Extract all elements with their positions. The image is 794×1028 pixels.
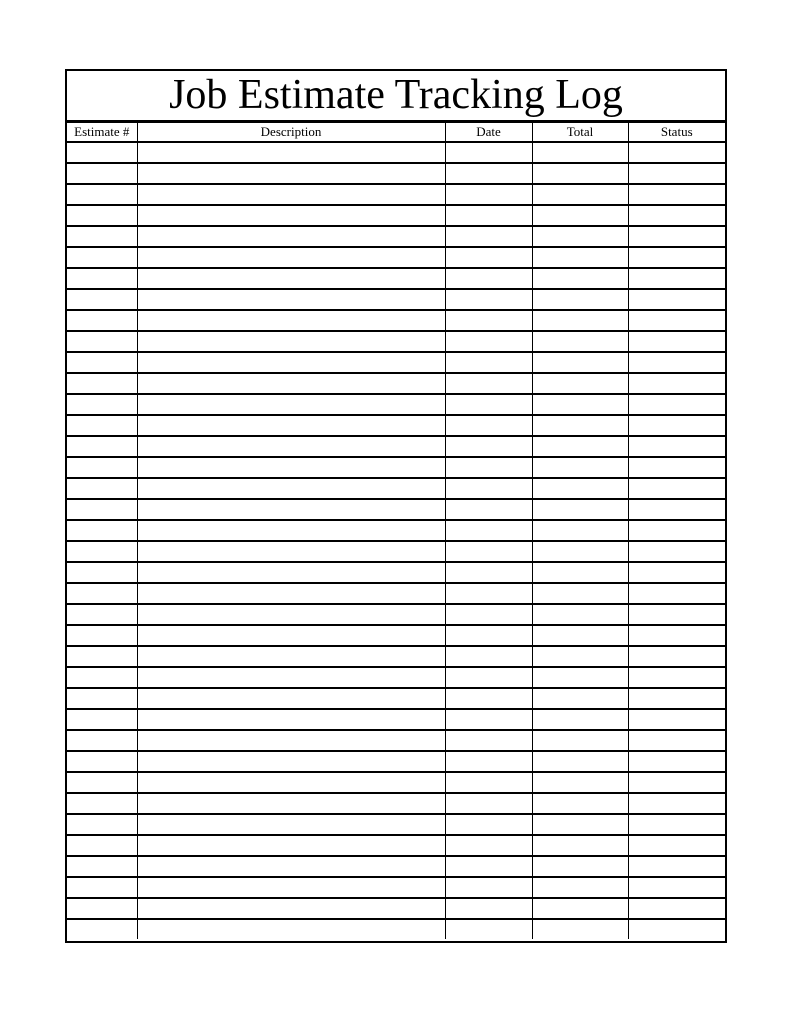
cell-description[interactable] bbox=[137, 856, 445, 877]
cell-description[interactable] bbox=[137, 562, 445, 583]
cell-description[interactable] bbox=[137, 835, 445, 856]
cell-description[interactable] bbox=[137, 898, 445, 919]
cell-estimate[interactable] bbox=[67, 688, 137, 709]
table-row bbox=[67, 625, 725, 646]
cell-estimate[interactable] bbox=[67, 373, 137, 394]
cell-estimate[interactable] bbox=[67, 919, 137, 939]
cell-estimate[interactable] bbox=[67, 730, 137, 751]
cell-description[interactable] bbox=[137, 310, 445, 331]
cell-status[interactable] bbox=[628, 226, 725, 247]
table-row bbox=[67, 226, 725, 247]
cell-total[interactable] bbox=[532, 772, 628, 793]
cell-date[interactable] bbox=[445, 793, 532, 814]
cell-date[interactable] bbox=[445, 814, 532, 835]
table-row bbox=[67, 772, 725, 793]
cell-status[interactable] bbox=[628, 352, 725, 373]
cell-estimate[interactable] bbox=[67, 163, 137, 184]
cell-description[interactable] bbox=[137, 226, 445, 247]
cell-date[interactable] bbox=[445, 226, 532, 247]
cell-total[interactable] bbox=[532, 919, 628, 939]
cell-estimate[interactable] bbox=[67, 205, 137, 226]
cell-total[interactable] bbox=[532, 541, 628, 562]
cell-description[interactable] bbox=[137, 520, 445, 541]
cell-description[interactable] bbox=[137, 247, 445, 268]
cell-estimate[interactable] bbox=[67, 499, 137, 520]
cell-status[interactable] bbox=[628, 373, 725, 394]
cell-total[interactable] bbox=[532, 310, 628, 331]
table-row bbox=[67, 793, 725, 814]
cell-estimate[interactable] bbox=[67, 625, 137, 646]
cell-status[interactable] bbox=[628, 184, 725, 205]
cell-date[interactable] bbox=[445, 730, 532, 751]
cell-estimate[interactable] bbox=[67, 583, 137, 604]
cell-estimate[interactable] bbox=[67, 835, 137, 856]
cell-date[interactable] bbox=[445, 772, 532, 793]
table-row bbox=[67, 541, 725, 562]
cell-status[interactable] bbox=[628, 646, 725, 667]
estimate-log-table bbox=[67, 123, 725, 939]
column-header-status: Status bbox=[628, 123, 725, 142]
cell-date[interactable] bbox=[445, 184, 532, 205]
cell-total[interactable] bbox=[532, 478, 628, 499]
title-band bbox=[67, 71, 725, 123]
cell-estimate[interactable] bbox=[67, 898, 137, 919]
cell-total[interactable] bbox=[532, 583, 628, 604]
cell-date[interactable] bbox=[445, 499, 532, 520]
cell-total[interactable] bbox=[532, 394, 628, 415]
cell-total[interactable] bbox=[532, 688, 628, 709]
cell-total[interactable] bbox=[532, 247, 628, 268]
cell-estimate[interactable] bbox=[67, 751, 137, 772]
cell-status[interactable] bbox=[628, 814, 725, 835]
table-row bbox=[67, 352, 725, 373]
cell-description[interactable] bbox=[137, 709, 445, 730]
cell-date[interactable] bbox=[445, 520, 532, 541]
cell-status[interactable] bbox=[628, 268, 725, 289]
table-row bbox=[67, 163, 725, 184]
cell-description[interactable] bbox=[137, 163, 445, 184]
cell-status[interactable] bbox=[628, 520, 725, 541]
cell-date[interactable] bbox=[445, 373, 532, 394]
cell-total[interactable] bbox=[532, 520, 628, 541]
cell-status[interactable] bbox=[628, 247, 725, 268]
table-row bbox=[67, 142, 725, 163]
table-row bbox=[67, 898, 725, 919]
cell-status[interactable] bbox=[628, 394, 725, 415]
cell-estimate[interactable] bbox=[67, 877, 137, 898]
cell-description[interactable] bbox=[137, 793, 445, 814]
column-header-date: Date bbox=[445, 123, 532, 142]
cell-date[interactable] bbox=[445, 562, 532, 583]
cell-date[interactable] bbox=[445, 289, 532, 310]
estimate-log-sheet bbox=[65, 69, 727, 943]
cell-total[interactable] bbox=[532, 751, 628, 772]
cell-date[interactable] bbox=[445, 436, 532, 457]
table-row bbox=[67, 709, 725, 730]
cell-description[interactable] bbox=[137, 331, 445, 352]
table-row bbox=[67, 247, 725, 268]
cell-total[interactable] bbox=[532, 268, 628, 289]
cell-total[interactable] bbox=[532, 226, 628, 247]
cell-status[interactable] bbox=[628, 310, 725, 331]
cell-estimate[interactable] bbox=[67, 247, 137, 268]
cell-status[interactable] bbox=[628, 163, 725, 184]
cell-date[interactable] bbox=[445, 457, 532, 478]
cell-date[interactable] bbox=[445, 415, 532, 436]
table-row bbox=[67, 835, 725, 856]
table-row bbox=[67, 331, 725, 352]
cell-description[interactable] bbox=[137, 457, 445, 478]
cell-total[interactable] bbox=[532, 499, 628, 520]
cell-estimate[interactable] bbox=[67, 415, 137, 436]
cell-estimate[interactable] bbox=[67, 709, 137, 730]
table-row bbox=[67, 814, 725, 835]
column-header-estimate: Estimate # bbox=[67, 123, 137, 142]
cell-description[interactable] bbox=[137, 205, 445, 226]
cell-description[interactable] bbox=[137, 352, 445, 373]
cell-total[interactable] bbox=[532, 646, 628, 667]
table-row bbox=[67, 877, 725, 898]
cell-total[interactable] bbox=[532, 709, 628, 730]
cell-description[interactable] bbox=[137, 184, 445, 205]
table-row bbox=[67, 583, 725, 604]
cell-status[interactable] bbox=[628, 541, 725, 562]
table-header-row bbox=[67, 123, 725, 142]
table-row bbox=[67, 667, 725, 688]
cell-description[interactable] bbox=[137, 688, 445, 709]
cell-total[interactable] bbox=[532, 856, 628, 877]
cell-estimate[interactable] bbox=[67, 814, 137, 835]
table-row bbox=[67, 751, 725, 772]
cell-description[interactable] bbox=[137, 436, 445, 457]
table-row bbox=[67, 268, 725, 289]
table-row bbox=[67, 646, 725, 667]
cell-total[interactable] bbox=[532, 877, 628, 898]
cell-description[interactable] bbox=[137, 604, 445, 625]
table-row bbox=[67, 499, 725, 520]
cell-estimate[interactable] bbox=[67, 310, 137, 331]
cell-status[interactable] bbox=[628, 604, 725, 625]
cell-estimate[interactable] bbox=[67, 562, 137, 583]
cell-estimate[interactable] bbox=[67, 436, 137, 457]
cell-description[interactable] bbox=[137, 373, 445, 394]
cell-estimate[interactable] bbox=[67, 604, 137, 625]
table-row bbox=[67, 688, 725, 709]
cell-total[interactable] bbox=[532, 457, 628, 478]
table-row bbox=[67, 856, 725, 877]
cell-estimate[interactable] bbox=[67, 772, 137, 793]
cell-status[interactable] bbox=[628, 688, 725, 709]
cell-estimate[interactable] bbox=[67, 331, 137, 352]
cell-status[interactable] bbox=[628, 289, 725, 310]
cell-status[interactable] bbox=[628, 730, 725, 751]
cell-description[interactable] bbox=[137, 499, 445, 520]
cell-description[interactable] bbox=[137, 268, 445, 289]
cell-estimate[interactable] bbox=[67, 184, 137, 205]
cell-date[interactable] bbox=[445, 919, 532, 939]
cell-date[interactable] bbox=[445, 583, 532, 604]
cell-total[interactable] bbox=[532, 331, 628, 352]
table-row bbox=[67, 289, 725, 310]
table-row bbox=[67, 562, 725, 583]
cell-status[interactable] bbox=[628, 709, 725, 730]
cell-estimate[interactable] bbox=[67, 352, 137, 373]
cell-estimate[interactable] bbox=[67, 394, 137, 415]
cell-status[interactable] bbox=[628, 772, 725, 793]
cell-total[interactable] bbox=[532, 289, 628, 310]
cell-date[interactable] bbox=[445, 856, 532, 877]
cell-estimate[interactable] bbox=[67, 478, 137, 499]
column-header-total: Total bbox=[532, 123, 628, 142]
cell-description[interactable] bbox=[137, 289, 445, 310]
cell-description[interactable] bbox=[137, 142, 445, 163]
table-row bbox=[67, 373, 725, 394]
cell-total[interactable] bbox=[532, 142, 628, 163]
cell-total[interactable] bbox=[532, 835, 628, 856]
cell-estimate[interactable] bbox=[67, 667, 137, 688]
cell-status[interactable] bbox=[628, 625, 725, 646]
cell-description[interactable] bbox=[137, 667, 445, 688]
cell-date[interactable] bbox=[445, 205, 532, 226]
cell-total[interactable] bbox=[532, 415, 628, 436]
cell-total[interactable] bbox=[532, 625, 628, 646]
cell-description[interactable] bbox=[137, 415, 445, 436]
cell-description[interactable] bbox=[137, 919, 445, 939]
cell-description[interactable] bbox=[137, 625, 445, 646]
cell-status[interactable] bbox=[628, 499, 725, 520]
cell-date[interactable] bbox=[445, 646, 532, 667]
cell-estimate[interactable] bbox=[67, 520, 137, 541]
cell-date[interactable] bbox=[445, 877, 532, 898]
cell-date[interactable] bbox=[445, 394, 532, 415]
cell-description[interactable] bbox=[137, 583, 445, 604]
cell-total[interactable] bbox=[532, 793, 628, 814]
cell-total[interactable] bbox=[532, 352, 628, 373]
table-row bbox=[67, 436, 725, 457]
cell-date[interactable] bbox=[445, 835, 532, 856]
cell-status[interactable] bbox=[628, 898, 725, 919]
table-row bbox=[67, 478, 725, 499]
cell-date[interactable] bbox=[445, 331, 532, 352]
cell-estimate[interactable] bbox=[67, 646, 137, 667]
table-row bbox=[67, 457, 725, 478]
cell-date[interactable] bbox=[445, 142, 532, 163]
cell-total[interactable] bbox=[532, 814, 628, 835]
cell-description[interactable] bbox=[137, 730, 445, 751]
table-row bbox=[67, 415, 725, 436]
cell-total[interactable] bbox=[532, 205, 628, 226]
cell-description[interactable] bbox=[137, 814, 445, 835]
table-body bbox=[67, 142, 725, 939]
column-header-description: Description bbox=[137, 123, 445, 142]
cell-description[interactable] bbox=[137, 394, 445, 415]
cell-date[interactable] bbox=[445, 478, 532, 499]
cell-status[interactable] bbox=[628, 205, 725, 226]
cell-date[interactable] bbox=[445, 247, 532, 268]
table-row bbox=[67, 520, 725, 541]
cell-status[interactable] bbox=[628, 415, 725, 436]
cell-total[interactable] bbox=[532, 604, 628, 625]
cell-estimate[interactable] bbox=[67, 142, 137, 163]
cell-status[interactable] bbox=[628, 877, 725, 898]
cell-total[interactable] bbox=[532, 436, 628, 457]
table-row bbox=[67, 604, 725, 625]
cell-date[interactable] bbox=[445, 625, 532, 646]
table-row bbox=[67, 205, 725, 226]
cell-description[interactable] bbox=[137, 646, 445, 667]
cell-estimate[interactable] bbox=[67, 793, 137, 814]
cell-date[interactable] bbox=[445, 667, 532, 688]
cell-total[interactable] bbox=[532, 562, 628, 583]
table-row bbox=[67, 184, 725, 205]
cell-description[interactable] bbox=[137, 772, 445, 793]
cell-total[interactable] bbox=[532, 730, 628, 751]
cell-status[interactable] bbox=[628, 457, 725, 478]
cell-total[interactable] bbox=[532, 667, 628, 688]
cell-date[interactable] bbox=[445, 541, 532, 562]
table-row bbox=[67, 730, 725, 751]
cell-status[interactable] bbox=[628, 583, 725, 604]
cell-description[interactable] bbox=[137, 751, 445, 772]
cell-description[interactable] bbox=[137, 877, 445, 898]
cell-date[interactable] bbox=[445, 604, 532, 625]
cell-date[interactable] bbox=[445, 310, 532, 331]
cell-status[interactable] bbox=[628, 667, 725, 688]
cell-total[interactable] bbox=[532, 373, 628, 394]
cell-estimate[interactable] bbox=[67, 268, 137, 289]
cell-status[interactable] bbox=[628, 142, 725, 163]
cell-status[interactable] bbox=[628, 919, 725, 939]
cell-estimate[interactable] bbox=[67, 457, 137, 478]
cell-date[interactable] bbox=[445, 268, 532, 289]
cell-total[interactable] bbox=[532, 898, 628, 919]
cell-description[interactable] bbox=[137, 478, 445, 499]
cell-status[interactable] bbox=[628, 562, 725, 583]
cell-date[interactable] bbox=[445, 898, 532, 919]
cell-status[interactable] bbox=[628, 436, 725, 457]
page-title: Job Estimate Tracking Log bbox=[169, 72, 623, 118]
cell-date[interactable] bbox=[445, 709, 532, 730]
cell-date[interactable] bbox=[445, 163, 532, 184]
cell-status[interactable] bbox=[628, 793, 725, 814]
cell-estimate[interactable] bbox=[67, 226, 137, 247]
cell-date[interactable] bbox=[445, 688, 532, 709]
table-row bbox=[67, 919, 725, 939]
cell-description[interactable] bbox=[137, 541, 445, 562]
cell-status[interactable] bbox=[628, 751, 725, 772]
cell-estimate[interactable] bbox=[67, 541, 137, 562]
cell-estimate[interactable] bbox=[67, 856, 137, 877]
cell-status[interactable] bbox=[628, 331, 725, 352]
cell-total[interactable] bbox=[532, 163, 628, 184]
cell-total[interactable] bbox=[532, 184, 628, 205]
cell-date[interactable] bbox=[445, 751, 532, 772]
table-row bbox=[67, 394, 725, 415]
table-row bbox=[67, 310, 725, 331]
cell-status[interactable] bbox=[628, 856, 725, 877]
cell-estimate[interactable] bbox=[67, 289, 137, 310]
cell-date[interactable] bbox=[445, 352, 532, 373]
cell-status[interactable] bbox=[628, 835, 725, 856]
cell-status[interactable] bbox=[628, 478, 725, 499]
